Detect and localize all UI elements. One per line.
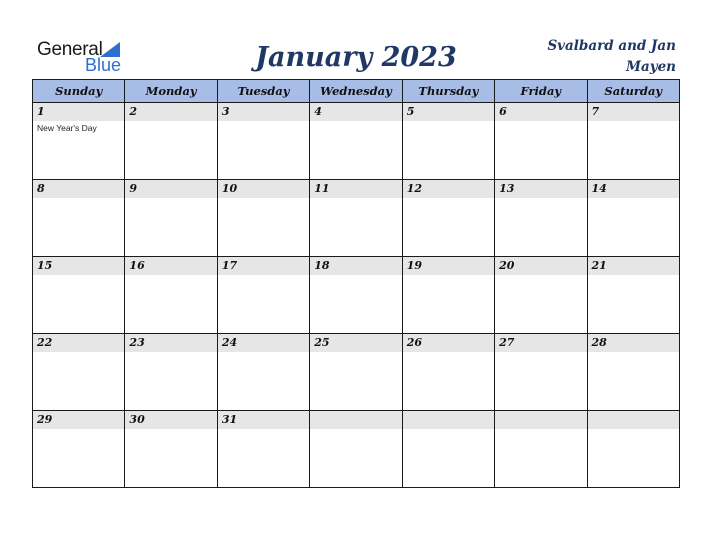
- calendar: [32, 79, 680, 488]
- day-cell: [33, 257, 125, 334]
- day-cell: [402, 411, 494, 488]
- weekday-friday: Friday: [495, 80, 587, 103]
- day-bar: [125, 180, 216, 198]
- day-cell: [125, 334, 217, 411]
- day-cell: [125, 103, 217, 180]
- day-number: 20: [499, 259, 515, 272]
- day-cell: [33, 180, 125, 257]
- day-bar: [218, 257, 309, 275]
- day-cell: [587, 180, 679, 257]
- week-row: [33, 257, 680, 334]
- day-bar: [125, 411, 216, 429]
- day-cell: [310, 103, 402, 180]
- day-number: 2: [129, 105, 138, 118]
- weekday-wednesday: Wednesday: [310, 80, 402, 103]
- logo: [37, 39, 147, 75]
- logo-general-text: General: [37, 39, 103, 60]
- day-cell: [495, 334, 587, 411]
- day-bar: [403, 257, 494, 275]
- day-number: 17: [221, 259, 238, 272]
- day-cell: [125, 411, 217, 488]
- calendar-grid: [32, 79, 680, 488]
- week-row: [33, 334, 680, 411]
- day-bar: [588, 103, 679, 121]
- day-cell: [402, 257, 494, 334]
- day-number: 13: [499, 182, 515, 195]
- week-row: [33, 411, 680, 488]
- day-bar: [495, 103, 586, 121]
- day-number: 24: [221, 336, 238, 349]
- day-bar: [310, 411, 401, 429]
- day-bar: [33, 180, 124, 198]
- weekday-header-row: [33, 80, 680, 103]
- day-bar: [495, 334, 586, 352]
- day-number: 28: [591, 336, 607, 349]
- day-number: 9: [129, 182, 138, 195]
- day-bar: [218, 334, 309, 352]
- day-number: 11: [314, 182, 330, 195]
- page-title: January 2023: [255, 42, 457, 73]
- day-bar: [495, 411, 586, 429]
- day-cell: [495, 257, 587, 334]
- day-bar: [588, 180, 679, 198]
- day-cell: [310, 411, 402, 488]
- day-bar: [218, 180, 309, 198]
- weekday-tuesday: Tuesday: [217, 80, 309, 103]
- day-cell: [587, 257, 679, 334]
- day-bar: [33, 411, 124, 429]
- weekday-saturday: Saturday: [587, 80, 679, 103]
- day-number: 29: [37, 413, 53, 426]
- day-cell: [495, 103, 587, 180]
- day-number: 7: [591, 105, 600, 118]
- day-cell: [217, 411, 309, 488]
- weekday-monday: Monday: [125, 80, 217, 103]
- day-number: 21: [591, 259, 607, 272]
- day-bar: [33, 103, 124, 121]
- day-cell: [217, 257, 309, 334]
- day-number: 12: [406, 182, 422, 195]
- day-number: 30: [129, 413, 145, 426]
- day-cell: [587, 411, 679, 488]
- day-cell: [587, 334, 679, 411]
- day-bar: [125, 334, 216, 352]
- day-number: 25: [314, 336, 330, 349]
- day-cell: [310, 334, 402, 411]
- day-bar: [403, 180, 494, 198]
- weekday-thursday: Thursday: [402, 80, 494, 103]
- day-bar: [495, 180, 586, 198]
- day-number: 15: [37, 259, 53, 272]
- day-cell: [402, 180, 494, 257]
- day-cell: [587, 103, 679, 180]
- day-bar: [403, 334, 494, 352]
- day-bar: [218, 411, 309, 429]
- day-bar: [310, 103, 401, 121]
- day-bar: [218, 103, 309, 121]
- day-cell: [33, 334, 125, 411]
- day-number: 6: [499, 105, 507, 118]
- day-bar: [403, 411, 494, 429]
- day-number: 3: [221, 105, 230, 118]
- day-bar: [495, 257, 586, 275]
- day-number: 31: [221, 413, 238, 426]
- day-cell: [495, 180, 587, 257]
- day-cell: [217, 180, 309, 257]
- day-bar: [33, 334, 124, 352]
- day-number: 14: [591, 182, 607, 195]
- day-number: 19: [406, 259, 422, 272]
- day-cell: [402, 334, 494, 411]
- day-bar: [125, 103, 216, 121]
- region-name: Svalbard and Jan Mayen: [547, 38, 676, 75]
- day-number: 5: [406, 105, 415, 118]
- day-bar: [310, 334, 401, 352]
- weekday-sunday: Sunday: [33, 80, 125, 103]
- day-number: 27: [499, 336, 515, 349]
- day-cell: [217, 334, 309, 411]
- day-cell: [125, 180, 217, 257]
- day-number: 8: [37, 182, 45, 195]
- day-cell: [310, 257, 402, 334]
- holiday-label: New Year's Day: [37, 123, 97, 133]
- day-bar: [33, 257, 124, 275]
- day-number: 4: [314, 105, 322, 118]
- day-cell: [33, 103, 125, 180]
- day-cell: [310, 180, 402, 257]
- day-cell: [33, 411, 125, 488]
- day-bar: [588, 257, 679, 275]
- logo-blue-text: Blue: [85, 55, 122, 75]
- day-number: 16: [129, 259, 145, 272]
- day-number: 1: [37, 105, 45, 118]
- day-cell: [217, 103, 309, 180]
- day-cell: [125, 257, 217, 334]
- day-number: 26: [406, 336, 422, 349]
- day-cell: [495, 411, 587, 488]
- day-bar: [310, 180, 401, 198]
- day-bar: [403, 103, 494, 121]
- day-bar: [588, 411, 679, 429]
- day-number: 23: [129, 336, 145, 349]
- day-number: 18: [314, 259, 330, 272]
- day-number: 22: [37, 336, 53, 349]
- day-bar: [125, 257, 216, 275]
- day-bar: [588, 334, 679, 352]
- day-bar: [310, 257, 401, 275]
- day-number: 10: [221, 182, 238, 195]
- day-cell: [402, 103, 494, 180]
- week-row: [33, 103, 680, 180]
- week-row: [33, 180, 680, 257]
